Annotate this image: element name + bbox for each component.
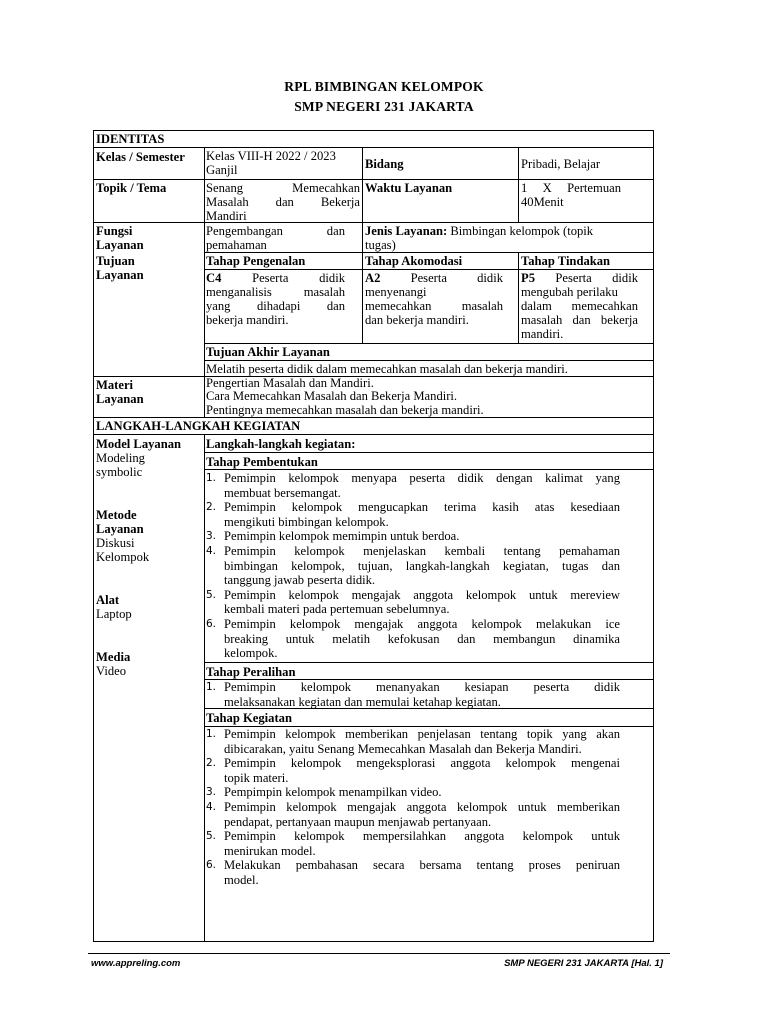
identitas-heading: IDENTITAS	[96, 132, 165, 146]
list-item	[206, 500, 620, 529]
list-item	[206, 471, 620, 500]
kelas-label: Kelas / Semester	[96, 150, 185, 164]
materi-label: Materi Layanan	[96, 378, 144, 406]
list-number: 4.	[206, 800, 217, 813]
langkah-heading: LANGKAH-LANGKAH KEGIATAN	[96, 419, 301, 433]
waktu-value: 1 X Pertemuan 40Menit	[521, 181, 621, 209]
list-line: menirukan model.	[224, 843, 316, 858]
footer-website: www.appreling.com	[91, 958, 181, 969]
list-number: 2.	[206, 757, 217, 770]
fungsi-label: Fungsi Layanan	[96, 224, 144, 252]
list-item	[206, 829, 620, 858]
kegiatan-label: Langkah-langkah kegiatan:	[206, 437, 356, 451]
list-item	[206, 529, 620, 544]
list-line: breaking untuk melatih kefokusan dan membangun dinamika	[224, 631, 620, 646]
list-number: 1.	[206, 728, 217, 740]
tahap-peralihan-label: Tahap Peralihan	[206, 665, 296, 679]
list-number: 3.	[206, 530, 217, 543]
tujuan-a2: A2 Peserta didik menyenangi memecahkan masalah dan bekerja mandiri.	[365, 271, 503, 327]
list-item	[206, 617, 620, 661]
list-line: pendapat, pertanyaan maupun menjawab pertanyaan.	[224, 814, 492, 829]
list-number: 3.	[206, 786, 217, 799]
media-block: Media Video	[96, 650, 131, 678]
list-line: topik materi.	[224, 770, 289, 785]
peralihan-list	[206, 680, 620, 709]
list-item	[206, 756, 620, 785]
topik-label: Topik / Tema	[96, 181, 167, 195]
list-line: membuat bersemangat.	[224, 485, 341, 500]
tujuan-akhir-label: Tujuan Akhir Layanan	[206, 345, 330, 359]
tujuan-label: Tujuan Layanan	[96, 254, 144, 282]
list-line: Pemimpin kelompok mengajak anggota kelompok untuk memberikan	[224, 799, 620, 814]
kelas-value: Kelas VIII-H 2022 / 2023 Ganjil	[206, 149, 336, 177]
list-line: kembali materi pada pertemuan sebelumnya.	[224, 602, 450, 617]
bidang-label: Bidang	[365, 157, 404, 171]
fungsi-value: Pengembangan dan pemahaman	[206, 224, 345, 252]
tujuan-c4: C4 Peserta didik menganalisis masalah yang dihadapi dan bekerja mandiri.	[206, 271, 345, 327]
list-line: bimbingan kelompok, tujuan, langkah-langkah kegiatan, tugas dan	[224, 558, 620, 573]
list-line: Pemimpin kelompok menyapa peserta didik dengan kalimat yang	[224, 471, 620, 485]
tahap-pembentukan-label: Tahap Pembentukan	[206, 455, 318, 469]
list-line: Melakukan pembahasan secara bersama tentang proses peniruan	[224, 858, 620, 873]
list-line: Pemimpin kelompok mengajak anggota kelompok melakukan ice	[224, 616, 620, 631]
tahap-pengenalan-header: Tahap Pengenalan	[206, 254, 306, 268]
list-line: dibicarakan, yaitu Senang Memecahkan Masalah dan Bekerja Mandiri.	[224, 741, 582, 756]
school-name: SMP NEGERI 231 JAKARTA	[294, 99, 474, 114]
list-line: Pemimpin kelompok mengucapkan terima kasih atas kesediaan	[224, 500, 620, 515]
list-number: 1.	[206, 472, 217, 484]
list-item	[206, 544, 620, 588]
list-number: 4.	[206, 544, 217, 557]
tahap-tindakan-header: Tahap Tindakan	[521, 254, 611, 268]
tahap-kegiatan-label: Tahap Kegiatan	[206, 711, 292, 725]
list-line: Pemimpin kelompok memimpin untuk berdoa.	[224, 529, 460, 544]
pembentukan-list	[206, 471, 620, 661]
list-number: 6.	[206, 617, 217, 630]
jenis-layanan: Jenis Layanan: Bimbingan kelompok (topik tugas)	[365, 224, 594, 252]
list-line: Pemimpin kelompok menanyakan kesiapan peserta didik	[224, 680, 620, 694]
list-number: 1.	[206, 681, 217, 693]
list-line: mengikuti bimbingan kelompok.	[224, 514, 389, 529]
tujuan-akhir-value: Melatih peserta didik dalam memecahkan masalah dan bekerja mandiri.	[206, 362, 568, 376]
materi-list: Pengertian Masalah dan Mandiri. Cara Memecahkan Masalah dan Bekerja Mandiri. Pentingnya memecahkan masalah dan bekerja mandiri.	[206, 377, 484, 417]
list-number: 6.	[206, 859, 217, 872]
waktu-label: Waktu Layanan	[365, 181, 453, 195]
list-line: Pemimpin kelompok memberikan penjelasan tentang topik yang akan	[224, 727, 620, 741]
list-line: model.	[224, 872, 259, 887]
bidang-value: Pribadi, Belajar	[521, 157, 601, 171]
list-line: melaksanakan kegiatan dan memulai ketahap kegiatan.	[224, 694, 501, 709]
list-line: Pempimpin kelompok menampilkan video.	[224, 785, 442, 800]
document-title: RPL BIMBINGAN KELOMPOK	[284, 79, 484, 94]
list-line: Pemimpin kelompok mengeksplorasi anggota kelompok mengenai	[224, 756, 620, 771]
list-number: 2.	[206, 501, 217, 514]
tujuan-p5: P5 Peserta didik mengubah perilaku dalam memecahkan masalah dan bekerja mandiri.	[521, 271, 638, 341]
list-item	[206, 588, 620, 617]
topik-value: Senang Memecahkan Masalah dan Bekerja Mandiri	[206, 181, 360, 223]
tahap-akomodasi-header: Tahap Akomodasi	[365, 254, 463, 268]
list-item	[206, 785, 620, 800]
list-item	[206, 680, 620, 709]
list-line: Pemimpin kelompok mengajak anggota kelompok untuk mereview	[224, 587, 620, 602]
list-line: Pemimpin kelompok menjelaskan kembali tentang pemahaman	[224, 543, 620, 558]
kegiatan-list	[206, 727, 620, 888]
list-line: kelompok.	[224, 646, 278, 661]
left-column: Model Layanan Modeling symbolic	[96, 437, 182, 479]
list-line: Pemimpin kelompok mempersilahkan anggota kelompok untuk	[224, 829, 620, 844]
metode-block: Metode Layanan Diskusi Kelompok	[96, 508, 150, 564]
list-number: 5.	[206, 588, 217, 601]
list-number: 5.	[206, 830, 217, 843]
list-item	[206, 858, 620, 887]
footer-rule	[88, 953, 670, 954]
list-item	[206, 800, 620, 829]
alat-block: Alat Laptop	[96, 593, 132, 621]
list-item	[206, 727, 620, 756]
list-line: tanggung jawab peserta didik.	[224, 573, 376, 588]
footer-page-info: SMP NEGERI 231 JAKARTA [Hal. 1]	[504, 958, 663, 969]
